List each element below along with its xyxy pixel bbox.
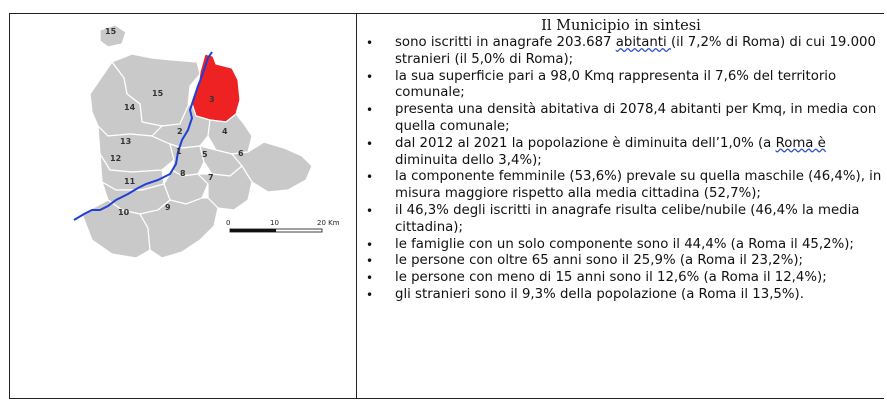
summary-bullet-item [360, 136, 885, 170]
summary-list [360, 35, 885, 304]
municipio-label-8: 8 [180, 169, 186, 178]
municipio-label-13: 13 [120, 137, 132, 146]
bullet-text: gli stranieri sono il 9,3% della popolazione (a Roma il 13,5%). [395, 286, 804, 302]
summary-bullet-item [360, 169, 885, 203]
summary-bullet-item [360, 69, 885, 103]
bullet-dot-icon: • [366, 170, 374, 185]
municipio-label-4: 4 [222, 127, 228, 136]
bullet-dot-icon: • [366, 254, 374, 269]
scale-label-20: 20 Km [317, 219, 340, 227]
bullet-text: il 46,3% degli iscritti in anagrafe risulta celibe/nubile (46,4% la media cittadina); [395, 202, 860, 235]
municipio-label-2: 2 [177, 127, 183, 136]
summary-bullet-item [360, 287, 885, 304]
summary-title: Il Municipio in sintesi [541, 18, 701, 34]
bullet-text: (il 7,2% di Roma) di cui 19.000 stranieri (il 5,0% di Roma); [395, 35, 876, 67]
summary-bullet-item [360, 102, 885, 136]
municipio-label-5: 5 [202, 150, 208, 159]
bullet-dot-icon: • [366, 36, 374, 50]
municipio-label-3: 3 [209, 95, 215, 104]
municipio-label-12: 12 [110, 154, 122, 163]
bullet-dot-icon: • [366, 69, 374, 84]
summary-bullet-item [360, 270, 885, 287]
bullet-dot-icon: • [366, 103, 374, 118]
municipio-label-14: 14 [124, 103, 136, 112]
municipio-label-6: 6 [238, 149, 244, 158]
table-bottom-border [9, 398, 884, 399]
summary-bullet-item [360, 253, 885, 270]
bullet-dot-icon: • [366, 203, 374, 218]
municipio-label-1: 1 [176, 147, 182, 156]
summary-bullet-item [360, 35, 885, 69]
municipio-label-15: 15 [152, 89, 164, 98]
bullet-dot-icon: • [366, 237, 374, 252]
municipi-map-panel [12, 14, 355, 398]
bullet-text: le persone con oltre 65 anni sono il 25,9% (a Roma il 23,2%); [395, 253, 804, 269]
summary-bullet-item [360, 237, 885, 254]
municipio-label-15-north: 15 [105, 27, 117, 36]
table-left-border [9, 13, 10, 399]
bullet-text: presenta una densità abitativa di 2078,4 abitanti per Kmq, in media con quella comunale; [395, 102, 877, 134]
scale-label-0: 0 [226, 219, 231, 227]
bullet-text: la sua superficie pari a 98,0 Kmq rappresenta il 7,6% del territorio comunale; [395, 68, 837, 101]
summary-bullet-item [360, 203, 885, 237]
municipio-4-area [208, 114, 252, 154]
bullet-dot-icon: • [366, 136, 374, 151]
summary-panel [360, 14, 882, 398]
bullet-dot-icon: • [366, 287, 374, 302]
bullet-text: abitanti [615, 35, 671, 50]
municipio-label-9: 9 [165, 203, 171, 212]
table-column-divider [356, 13, 357, 399]
municipio-label-7: 7 [208, 173, 214, 182]
bullet-text: le famiglie con un solo componente sono il 44,4% (a Roma il 45,2%); [395, 236, 854, 252]
scale-label-10: 10 [270, 219, 279, 227]
bullet-text: Roma è [775, 135, 826, 151]
bullet-text: dal 2012 al 2021 la popolazione è diminuita dell’1,0% (a [395, 135, 776, 151]
bullet-text: le persone con meno di 15 anni sono il 12,6% (a Roma il 12,4%); [395, 270, 827, 286]
municipio-label-11: 11 [124, 177, 136, 186]
bullet-text: la componente femminile (53,6%) prevale su quella maschile (46,4%), in misura maggiore rispetto alla media cittadina (52,7%); [395, 169, 882, 202]
rome-municipi-map [12, 14, 355, 398]
bullet-dot-icon: • [366, 271, 374, 286]
bullet-text: sono iscritti in anagrafe 203.687 [395, 35, 616, 50]
map-scale-bar [226, 219, 340, 232]
municipio-3-area [192, 54, 240, 122]
municipio-label-10: 10 [118, 208, 130, 217]
bullet-text: diminuita dello 3,4%); [395, 152, 542, 168]
